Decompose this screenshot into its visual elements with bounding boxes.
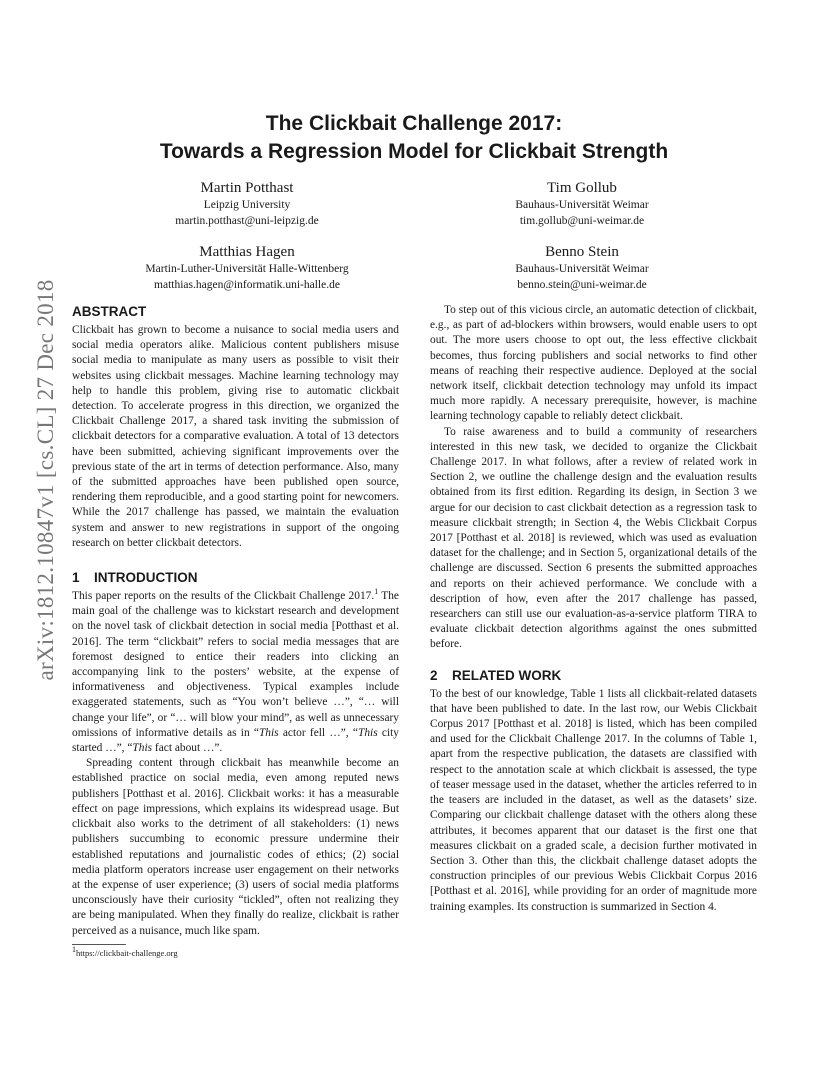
title-line-1: The Clickbait Challenge 2017: xyxy=(265,112,563,135)
author-affiliation: Bauhaus-Universität Weimar xyxy=(515,263,649,275)
author-name: Martin Potthast xyxy=(200,180,294,196)
intro-paragraph-4: To raise awareness and to build a community of researchers interested in this new task, we decided to organize the Clickbait Challenge 2017. In what follows, after a review of related work in Section 2, we outline the challenge design and the evaluation results obtained from its first edition. Regarding its design, in Section 3 we argue for our decision to cast clickbait detection as a regression task to measure clickbait strength; in Section 4, the Webis Clickbait Corpus 2017 [Potthast et al. 2018] is reviewed, which was used as evaluation dataset for the challenge; and in Section 5, organizational details of the challenge are discussed. Section 6 presents the submitted approaches and reports on their achieved performance. We conclude with a description of how, even after the 2017 challenge has passed, researchers can still use our evaluation-as-a-service platform TIRA to evaluate clickbait detection algorithms against the ones submitted before. xyxy=(430,425,757,651)
abstract-heading: ABSTRACT xyxy=(72,304,147,319)
left-column xyxy=(72,303,399,939)
author-email: benno.stein@uni-weimar.de xyxy=(517,278,647,291)
footnote-link[interactable]: https://clickbait-challenge.org xyxy=(76,948,178,958)
paper-title xyxy=(0,110,828,166)
section-number: 1 xyxy=(72,570,80,586)
related-work-paragraph: To the best of our knowledge, Table 1 lists all clickbait-related datasets that have been published to date. In the last row, our Webis Clickbait Corpus 2017 [Potthast et al. 2018] is listed, which has been compiled and used for the Clickbait Challenge 2017. In the columns of Table 1, apart from the respective publication, the datasets are classified with respect to the annotation scale at which clickbait is assessed, the type of teaser message used in the dataset, whether the articles referred to in the teasers are included in the dataset, as well as the datasets’ size. Comparing our clickbait challenge dataset with the others along these attributes, it becomes apparent that our dataset is the first one that measures clickbait on a graded scale, a decision further motivated in Section 3. Other than this, the clickbait challenge dataset adopts the construction principles of our previous Webis Clickbait Corpus 2016 [Potthast et al. 2016], while providing for an order of magnitude more training examples. Its construction is summarized in Section 4. xyxy=(430,687,757,913)
author-email: martin.potthast@uni-leipzig.de xyxy=(175,214,319,227)
intro-paragraph-1: This paper reports on the results of the Clickbait Challenge 2017.$^1$ The main goal of the challenge was to kickstart research and development on the novel task of clickbait detection in social media [Potthast et al. 2016]. The term “clickbait” refers to social media messages that are foremost designed to entice their readers into clicking an accompanying link to the posters’ website, at the expense of informativeness and objectiveness. Typical examples include exaggerated statements, such as “You won’t believe …”, “… will change your life”, or “… will blow your mind”, as well as unnecessary omissions of informative details as in “This actor fell …”, “This city started …”, “This fact about …”. xyxy=(72,587,399,755)
title-line-2: Towards a Regression Model for Clickbait Strength xyxy=(159,140,669,163)
author-name: Benno Stein xyxy=(545,244,619,260)
intro-paragraph-3: To step out of this vicious circle, an automatic detection of clickbait, e.g., as part of ad-blockers within browsers, would enable users to opt out. The more users choose to opt out, the less effective clickbait becomes, thus forcing publishers and social networks to find other means of reaching their respective audience. Deployed at the social network itself, clickbait detection technology may unfold its impact much more rapidly. A necessary prerequisite, however, is machine learning technology capable to reliably detect clickbait. xyxy=(430,304,757,423)
author-affiliation: Leipzig University xyxy=(203,199,291,211)
footnote xyxy=(72,945,178,959)
author-name: Tim Gollub xyxy=(547,180,617,196)
section-title: RELATED WORK xyxy=(452,667,562,683)
footnote-mark: 1 xyxy=(72,945,76,955)
section-heading-introduction xyxy=(72,569,399,587)
author-email: tim.gollub@uni-weimar.de xyxy=(519,214,645,227)
author-block xyxy=(417,178,747,229)
abstract-text: Clickbait has grown to become a nuisance to social media users and social media operators alike. Malicious content publishers misuse social media to manipulate as many users as possible to visit their websites using clickbait messages. Machine learning technology may help to handle this problem, giving rise to automatic clickbait detection. To accelerate progress in this direction, we organized the Clickbait Challenge 2017, a shared task inviting the submission of clickbait detectors for a comparative evaluation. A total of 13 detectors have been submitted, achieving significant improvements over the previous state of the art in terms of detection performance. Also, many of the submitted approaches have been published open source, rendering them reproducible, and a good starting point for newcomers. While the 2017 challenge has passed, we maintain the evaluation system and answer to new registrations in support of the ongoing research on better clickbait detectors. xyxy=(72,324,399,549)
right-column xyxy=(430,303,757,915)
author-name: Matthias Hagen xyxy=(199,244,295,260)
author-email: matthias.hagen@informatik.uni-halle.de xyxy=(154,278,340,291)
author-affiliation: Martin-Luther-Universität Halle-Wittenberg xyxy=(145,263,349,275)
author-block xyxy=(82,242,412,293)
section-title: INTRODUCTION xyxy=(94,570,198,586)
footnote-rule xyxy=(72,944,126,945)
section-heading-related-work xyxy=(430,667,757,685)
author-block xyxy=(82,178,412,229)
author-block xyxy=(417,242,747,293)
footnote-marker: 1 xyxy=(374,587,379,597)
section-number: 2 xyxy=(430,667,438,683)
arxiv-identifier: arXiv:1812.10847v1 [cs.CL] 27 Dec 2018 xyxy=(33,279,58,681)
intro-paragraph-2: Spreading content through clickbait has meanwhile become an established practice on social media, even among reputed news publishers [Potthast et al. 2016]. Clickbait works: it has a measurable effect on page impressions, which explains its widespread usage. But clickbait also works to the detriment of all stakeholders: (1) news publishers succumbing to economic pressure undermine their established reputations and journalistic codes of ethics; (2) social media platform operators increase user engagement on their networks at the expense of user experience; (3) users of social media platforms unconsciously have their curiosity “tickled”, often not realizing they are being manipulated. When they finally do realize, clickbait is rather perceived as a nuisance, much like spam. xyxy=(72,757,399,937)
author-affiliation: Bauhaus-Universität Weimar xyxy=(515,199,649,211)
